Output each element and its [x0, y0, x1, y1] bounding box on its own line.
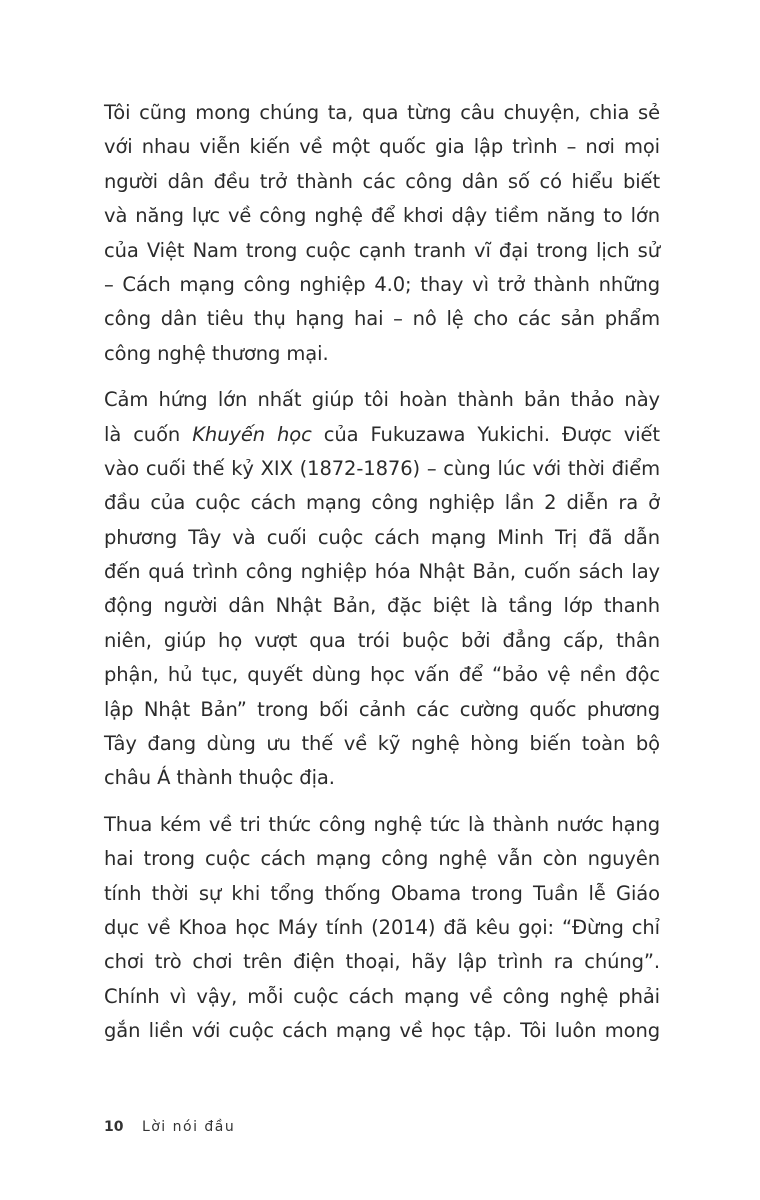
text-line: tính thời sự khi tổng thống Obama trong Tuần lễ Giáo [104, 881, 660, 905]
paragraph-3 [104, 808, 660, 1049]
book-title-italic: Khuyến học [192, 422, 312, 446]
text-line: và năng lực về công nghệ để khơi dậy tiềm năng to lớn [104, 204, 660, 228]
text-line: của Việt Nam trong cuộc cạnh tranh vĩ đại trong lịch sử [104, 238, 660, 262]
paragraph-1 [104, 96, 660, 371]
text-line: công dân tiêu thụ hạng hai – nô lệ cho các sản phẩm [104, 307, 660, 331]
text-line: Tôi cũng mong chúng ta, qua từng câu chuyện, chia sẻ [104, 101, 660, 124]
text-line: lập Nhật Bản” trong bối cảnh các cường quốc phương [104, 697, 660, 721]
body-text [104, 96, 660, 1061]
text-line: với nhau viễn kiến về một quốc gia lập trình – nơi mọi [104, 135, 660, 159]
text-line: châu Á thành thuộc địa. [104, 766, 335, 790]
text-line: phận, hủ tục, quyết dùng học vấn để “bảo vệ nền độc [104, 663, 660, 687]
text-line: vào cuối thế kỷ XIX (1872-1876) – cùng lúc với thời điểm [104, 456, 660, 480]
text-line: gắn liền với cuộc cách mạng về học tập. Tôi luôn mong [104, 1019, 660, 1043]
text-line: người dân đều trở thành các công dân số có hiểu biết [104, 169, 660, 193]
text-line: phương Tây và cuối cuộc cách mạng Minh Trị đã dẫn [104, 525, 660, 549]
page-number: 10 [104, 1119, 124, 1135]
text-line: đầu của cuộc cách mạng công nghiệp lần 2 diễn ra ở [104, 491, 660, 515]
text-line: động người dân Nhật Bản, đặc biệt là tầng lớp thanh [104, 594, 660, 618]
text-line: Cảm hứng lớn nhất giúp tôi hoàn thành bản thảo này [104, 388, 660, 412]
page-footer [104, 1117, 235, 1137]
text-line: chơi trò chơi trên điện thoại, hãy lập trình ra chúng”. [104, 950, 660, 974]
paragraph-2 [104, 383, 660, 796]
text-line: – Cách mạng công nghiệp 4.0; thay vì trở thành những [104, 272, 660, 296]
text-line: đến quá trình công nghiệp hóa Nhật Bản, cuốn sách lay [104, 560, 660, 584]
running-title: Lời nói đầu [141, 1119, 236, 1135]
text-line: Tây đang dùng ưu thế về kỹ nghệ hòng biến toàn bộ [104, 732, 660, 756]
text-line: hai trong cuộc cách mạng công nghệ vẫn còn nguyên [104, 847, 660, 871]
text-line-with-book-title: là cuốn Khuyến học của Fukuzawa Yukichi. Được viết [104, 422, 660, 446]
text-line: công nghệ thương mại. [104, 341, 329, 365]
text-line: Thua kém về tri thức công nghệ tức là thành nước hạng [104, 812, 660, 836]
text-line: Chính vì vậy, mỗi cuộc cách mạng về công nghệ phải [104, 984, 660, 1008]
text-line: dục về Khoa học Máy tính (2014) đã kêu gọi: “Đừng chỉ [104, 915, 660, 939]
text-line: niên, giúp họ vượt qua trói buộc bởi đẳng cấp, thân [104, 628, 660, 652]
